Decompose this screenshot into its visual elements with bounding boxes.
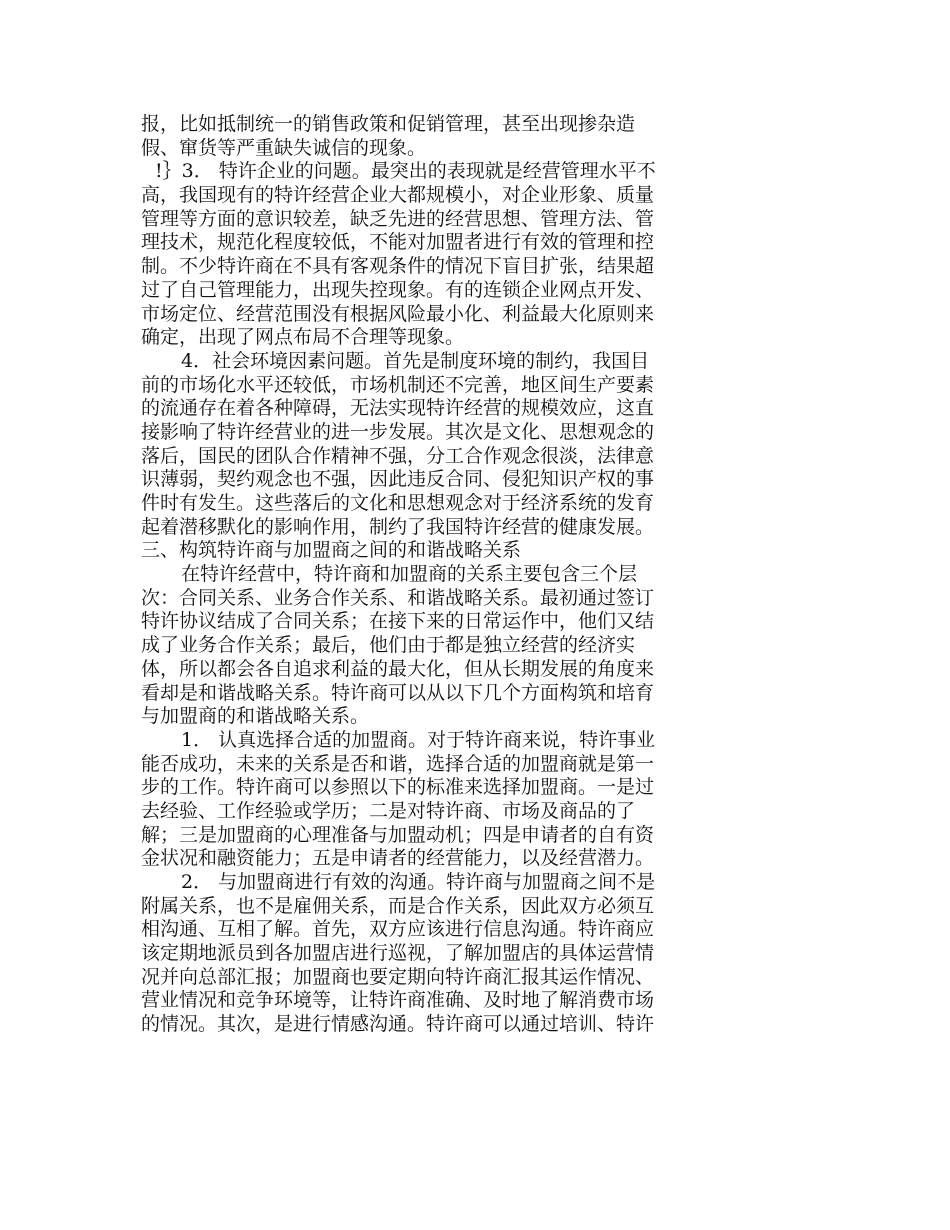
- text-line: 落后，国民的团队合作精神不强，分工合作观念很淡，法律意: [141, 444, 655, 467]
- text-line: 在特许经营中，特许商和加盟商的关系主要包含三个层: [181, 563, 638, 586]
- text-line: 假、窜货等严重缺失诚信的现象。: [141, 136, 427, 159]
- text-line: 与加盟商的和谐战略关系。: [141, 705, 370, 728]
- text-line: 解；三是加盟商的心理准备与加盟动机；四是申请者的自有资: [141, 823, 655, 846]
- text-line: 能否成功，未来的关系是否和谐，选择合适的加盟商就是第一: [141, 752, 655, 775]
- text-line: 4．社会环境因素问题。首先是制度环境的制约，我国目: [181, 349, 650, 372]
- text-line: 金状况和融资能力；五是申请者的经营能力，以及经营潜力。: [141, 847, 655, 870]
- text-line: 的情况。其次，是进行情感沟通。特许商可以通过培训、特许: [141, 1013, 655, 1036]
- text-line: 况并向总部汇报；加盟商也要定期向特许商汇报其运作情况、: [141, 965, 655, 988]
- text-line: 市场定位、经营范围没有根据风险最小化、利益最大化原则来: [141, 302, 655, 325]
- text-line: 件时有发生。这些落后的文化和思想观念对于经济系统的发育: [141, 492, 655, 514]
- text-line: 理技术，规范化程度较低，不能对加盟者进行有效的管理和控: [141, 231, 655, 254]
- text-line: 三、构筑特许商与加盟商之间的和谐战略关系: [141, 539, 522, 562]
- text-line: 前的市场化水平还较低，市场机制还不完善，地区间生产要素: [141, 373, 655, 396]
- text-line: 2． 与加盟商进行有效的沟通。特许商与加盟商之间不是: [181, 871, 656, 893]
- text-line: 步的工作。特许商可以参照以下的标准来选择加盟商。一是过: [141, 776, 655, 799]
- text-line: 看却是和谐战略关系。特许商可以从以下几个方面构筑和培育: [141, 681, 655, 704]
- document-page: [141, 113, 733, 1037]
- text-line: 识薄弱，契约观念也不强，因此违反合同、侵犯知识产权的事: [141, 468, 655, 491]
- text-line: 该定期地派员到各加盟店进行巡视，了解加盟店的具体运营情: [141, 942, 655, 965]
- text-line: 过了自己管理能力，出现失控现象。有的连锁企业网点开发、: [141, 278, 655, 301]
- text-line: 去经验、工作经验或学历；二是对特许商、市场及商品的了: [141, 799, 636, 822]
- text-line: 特许协议结成了合同关系；在接下来的日常运作中，他们又结: [141, 610, 655, 633]
- text-line: !｝3． 特许企业的问题。最突出的表现就是经营管理水平不: [155, 160, 656, 183]
- text-line: 报，比如抵制统一的销售政策和促销管理，甚至出现掺杂造: [141, 113, 636, 135]
- text-line: 营业情况和竞争环境等，让特许商准确、及时地了解消费市场: [141, 989, 655, 1012]
- text-line: 制。不少特许商在不具有客观条件的情况下盲目扩张，结果超: [141, 255, 655, 278]
- text-line: 1． 认真选择合适的加盟商。对于特许商来说，特许事业: [181, 728, 656, 751]
- text-line: 确定，出现了网点布局不合理等现象。: [141, 326, 465, 349]
- text-line: 成了业务合作关系；最后，他们由于都是独立经营的经济实: [141, 634, 636, 657]
- text-line: 附属关系，也不是雇佣关系，而是合作关系，因此双方必须互: [141, 894, 655, 917]
- text-line: 的流通存在着各种障碍，无法实现特许经营的规模效应，这直: [141, 397, 655, 420]
- text-line: 体，所以都会各自追求利益的最大化，但从长期发展的角度来: [141, 657, 655, 680]
- text-line: 次：合同关系、业务合作关系、和谐战略关系。最初通过签订: [141, 586, 655, 609]
- text-line: 起着潜移默化的影响作用，制约了我国特许经营的健康发展。: [141, 515, 655, 538]
- text-line: 高，我国现有的特许经营企业大都规模小，对企业形象、质量: [141, 184, 655, 207]
- text-line: 管理等方面的意识较差，缺乏先进的经营思想、管理方法、管: [141, 207, 655, 230]
- text-line: 接影响了特许经营业的进一步发展。其次是文化、思想观念的: [141, 420, 655, 443]
- text-line: 相沟通、互相了解。首先，双方应该进行信息沟通。特许商应: [141, 918, 655, 941]
